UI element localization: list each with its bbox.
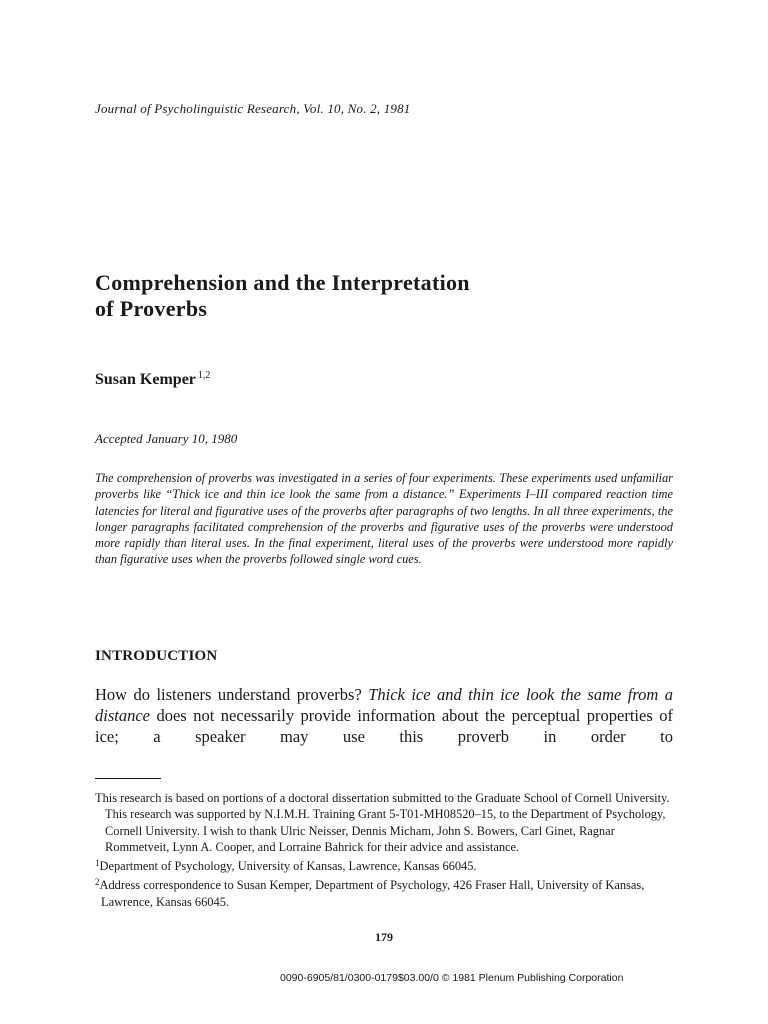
accepted-date: Accepted January 10, 1980 [95,431,238,446]
footnote-1-mark: 1 [95,858,100,869]
introduction-paragraph [95,684,673,747]
section-heading-introduction: INTRODUCTION [95,648,218,664]
footnote-1-text: Department of Psychology, University of Kansas, Lawrence, Kansas 66045. [99,859,477,874]
author-line [95,370,210,389]
abstract: The comprehension of proverbs was investigated in a series of four experiments. These experiments used unfamiliar proverbs like “Thick ice and thin ice look the same from a distance.” Experiments I–III compared reaction time latencies for literal and figurative uses of the proverbs after paragraphs of two lengths. In all three experiments, the longer paragraphs facilitated comprehension of the proverbs and figurative uses of the proverbs were understood more rapidly than literal uses. In the final experiment, literal uses of the proverbs were understood more rapidly than figurative uses when the proverbs followed single word cues. [95,471,673,567]
article-title-line-2: of Proverbs [95,296,208,321]
footnote-2-text: Address correspondence to Susan Kemper, Department of Psychology, 426 Fraser Hall, University of Kansas, Lawrence, Kansas 66045. [99,878,645,909]
footnote-1 [95,855,675,874]
article-title-line-1: Comprehension and the Interpretation [95,270,470,295]
author-footnote-marks: 1,2 [197,370,211,381]
copyright-line: 0090-6905/81/0300-0179$03.00/0 © 1981 Plenum Publishing Corporation [280,972,624,984]
introduction-text-end: does not necessarily provide information about the perceptual properties of ice; a speaker may use this proverb in order to [95,706,673,746]
footnotes [95,790,675,910]
footnote-divider [95,778,161,779]
footnote-2 [95,874,675,910]
introduction-proverb-italic: Thick ice and thin ice look the same from a distance [95,685,673,725]
author-name: Susan Kemper [95,371,196,388]
footnote-2-mark: 2 [95,877,100,888]
journal-citation: Journal of Psycholinguistic Research, Vol. 10, No. 2, 1981 [95,101,411,116]
page-number: 179 [375,930,393,944]
article-title [95,270,695,322]
footnote-acknowledgment: This research is based on portions of a doctoral dissertation submitted to the Graduate School of Cornell University. This research was supported by N.I.M.H. Training Grant 5-T01-MH08520–15, to the Department of Psychology, Cornell University. I wish to thank Ulric Neisser, Dennis Micham, John S. Bowers, Carl Ginet, Ragnar Rommetveit, Lynn A. Cooper, and Lorraine Bahrick for their advice and assistance. [95,791,670,854]
introduction-text-start: How do listeners understand proverbs? [95,685,369,704]
